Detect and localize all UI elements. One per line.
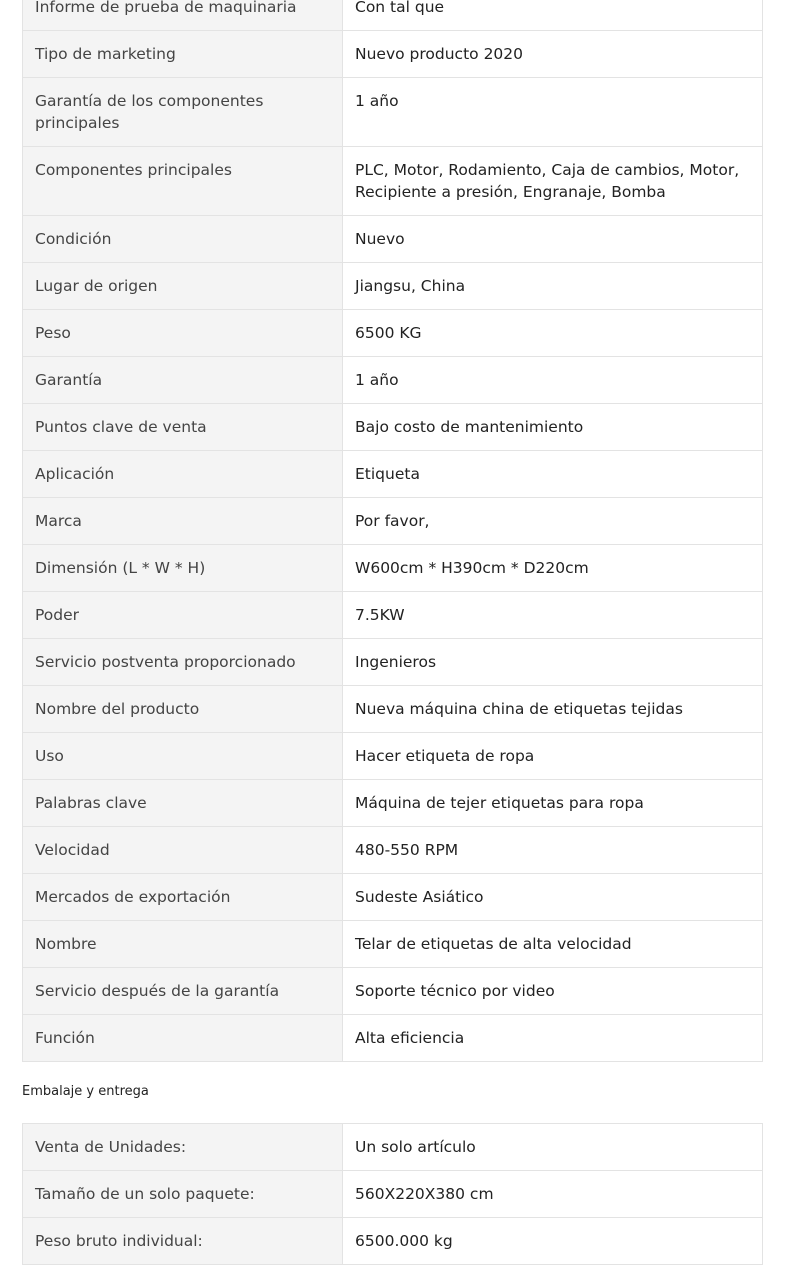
attribute-label: Garantía [23, 357, 343, 404]
attribute-label: Servicio después de la garantía [23, 968, 343, 1015]
packaging-label: Venta de Unidades: [23, 1124, 343, 1171]
attribute-label: Mercados de exportación [23, 874, 343, 921]
table-row [23, 874, 763, 921]
attribute-value: Soporte técnico por video [343, 968, 763, 1015]
attribute-label: Componentes principales [23, 147, 343, 216]
attribute-value: Telar de etiquetas de alta velocidad [343, 921, 763, 968]
attribute-value: Ingenieros [343, 639, 763, 686]
table-row [23, 1015, 763, 1062]
table-row [23, 1171, 763, 1218]
attribute-label: Nombre [23, 921, 343, 968]
attribute-label: Informe de prueba de maquinaria [23, 0, 343, 31]
attribute-label: Velocidad [23, 827, 343, 874]
attribute-label: Nombre del producto [23, 686, 343, 733]
table-row [23, 147, 763, 216]
attribute-value: Nueva máquina china de etiquetas tejidas [343, 686, 763, 733]
table-row [23, 451, 763, 498]
attribute-value: Bajo costo de mantenimiento [343, 404, 763, 451]
table-row [23, 921, 763, 968]
attribute-value: 1 año [343, 78, 763, 147]
attribute-value: Hacer etiqueta de ropa [343, 733, 763, 780]
table-row [23, 733, 763, 780]
attribute-label: Peso [23, 310, 343, 357]
table-row [23, 263, 763, 310]
attribute-value: Etiqueta [343, 451, 763, 498]
table-row [23, 592, 763, 639]
table-row [23, 968, 763, 1015]
attribute-label: Puntos clave de venta [23, 404, 343, 451]
packaging-label: Peso bruto individual: [23, 1218, 343, 1265]
attribute-label: Dimensión (L * W * H) [23, 545, 343, 592]
attribute-value: 7.5KW [343, 592, 763, 639]
attribute-label: Aplicación [23, 451, 343, 498]
attribute-value: Jiangsu, China [343, 263, 763, 310]
table-row [23, 0, 763, 31]
attribute-label: Lugar de origen [23, 263, 343, 310]
table-row [23, 686, 763, 733]
table-row [23, 78, 763, 147]
table-row [23, 404, 763, 451]
table-row [23, 31, 763, 78]
attribute-value: 6500 KG [343, 310, 763, 357]
packaging-value: Un solo artículo [343, 1124, 763, 1171]
attribute-value: 1 año [343, 357, 763, 404]
attribute-value: PLC, Motor, Rodamiento, Caja de cambios, Motor, Recipiente a presión, Engranaje, Bomba [343, 147, 763, 216]
table-row [23, 780, 763, 827]
packaging-table [22, 1123, 763, 1265]
table-row [23, 310, 763, 357]
attribute-label: Palabras clave [23, 780, 343, 827]
attribute-value: Con tal que [343, 0, 763, 31]
attribute-value: 480-550 RPM [343, 827, 763, 874]
table-row [23, 498, 763, 545]
attribute-value: Alta eficiencia [343, 1015, 763, 1062]
packaging-value: 6500.000 kg [343, 1218, 763, 1265]
attribute-value: Por favor, [343, 498, 763, 545]
attribute-label: Marca [23, 498, 343, 545]
packaging-label: Tamaño de un solo paquete: [23, 1171, 343, 1218]
table-row [23, 357, 763, 404]
attribute-label: Tipo de marketing [23, 31, 343, 78]
attribute-value: W600cm * H390cm * D220cm [343, 545, 763, 592]
product-attributes-table [22, 0, 763, 1062]
attribute-label: Función [23, 1015, 343, 1062]
table-row [23, 1218, 763, 1265]
packaging-value: 560X220X380 cm [343, 1171, 763, 1218]
attribute-label: Uso [23, 733, 343, 780]
attribute-value: Máquina de tejer etiquetas para ropa [343, 780, 763, 827]
packaging-section-title: Embalaje y entrega [22, 1084, 149, 1099]
attribute-label: Poder [23, 592, 343, 639]
attribute-label: Condición [23, 216, 343, 263]
table-row [23, 827, 763, 874]
attribute-value: Sudeste Asiático [343, 874, 763, 921]
attribute-label: Servicio postventa proporcionado [23, 639, 343, 686]
table-row [23, 216, 763, 263]
attribute-value: Nuevo [343, 216, 763, 263]
attribute-value: Nuevo producto 2020 [343, 31, 763, 78]
attribute-label: Garantía de los componentes principales [23, 78, 343, 147]
table-row [23, 545, 763, 592]
table-row [23, 1124, 763, 1171]
table-row [23, 639, 763, 686]
